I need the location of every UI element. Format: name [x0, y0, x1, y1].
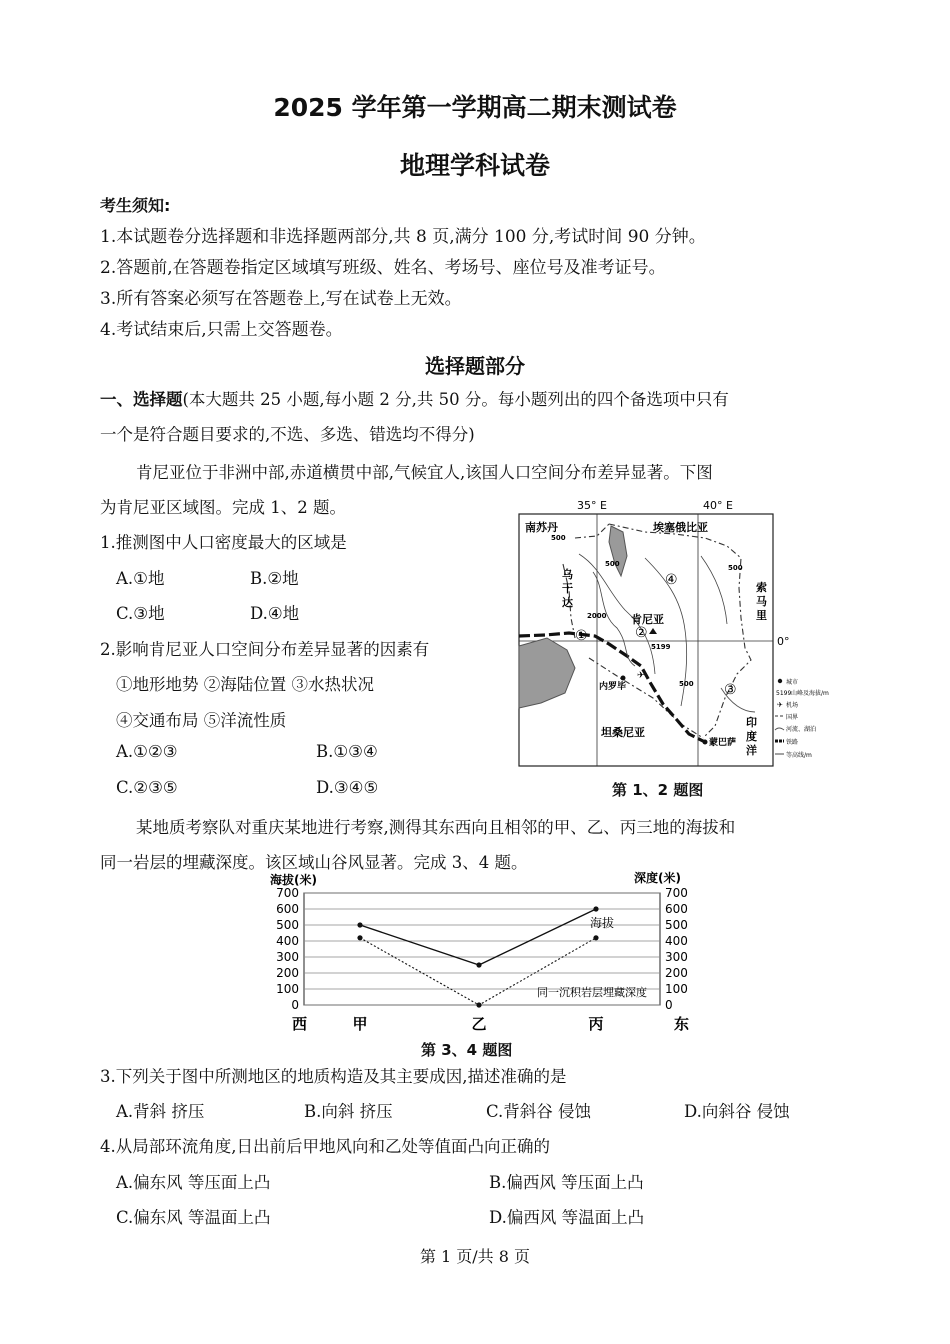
mombasa-dot	[703, 740, 708, 745]
y-tick-right: 600	[665, 902, 688, 916]
legend-railway: 铁路	[786, 739, 799, 746]
q4-option-a: A.偏东风 等压面上凸	[116, 1173, 271, 1192]
contour-label-500-b: 500	[605, 560, 620, 568]
label-tanzania: 坦桑尼亚	[601, 726, 645, 739]
y-tick-right: 300	[665, 950, 688, 964]
y-tick-left: 200	[276, 966, 299, 980]
contour-label-2000: 2000	[587, 612, 607, 620]
exam-subtitle: 地理学科试卷	[399, 151, 550, 180]
q2-factors-1: ①地形地势 ②海陆位置 ③水热状况	[116, 675, 374, 694]
y-tick-right: 100	[665, 982, 688, 996]
region-3: ③	[724, 682, 737, 698]
notice-item-3: 3.所有答案必须写在答题卷上,写在试卷上无效。	[100, 289, 462, 309]
notice-heading: 考生须知:	[100, 196, 171, 215]
x-tick-label: 甲	[352, 1015, 368, 1033]
y-tick-right: 400	[665, 934, 688, 948]
notice-item-4: 4.考试结束后,只需上交答题卷。	[100, 320, 343, 340]
passage2-line1: 某地质考察队对重庆某地进行考察,测得其东西向且相邻的甲、乙、丙三地的海拔和	[136, 818, 736, 837]
legend-airport-icon: ✈	[777, 701, 783, 709]
q4-stem: 4.从局部环流角度,日出前后甲地风向和乙处等值面凸向正确的	[100, 1137, 550, 1156]
x-tick-label: 丙	[588, 1015, 604, 1033]
q2-option-b: B.①③④	[316, 742, 378, 761]
airport-marker: ✈	[637, 671, 645, 681]
legend-peak: 山峰及海拔/m	[791, 690, 829, 697]
legend-city-icon	[778, 679, 782, 683]
label-ocean-3: 洋	[746, 744, 757, 757]
geology-chart	[262, 868, 706, 1040]
y-tick-left: 400	[276, 934, 299, 948]
passage1-line2: 为肯尼亚区域图。完成 1、2 题。	[100, 498, 346, 517]
q1-stem: 1.推测图中人口密度最大的区域是	[100, 533, 347, 552]
q2-option-a: A.①②③	[116, 742, 178, 761]
x-right-label: 东	[674, 1015, 690, 1033]
label-uganda-3: 达	[562, 596, 573, 609]
elevation-line	[360, 909, 596, 965]
section-title: 选择题部分	[425, 354, 525, 378]
lat-label: 0°	[777, 635, 790, 648]
q3-stem: 3.下列关于图中所测地区的地质构造及其主要成因,描述准确的是	[100, 1067, 567, 1086]
q2-factors-2: ④交通布局 ⑤洋流性质	[116, 711, 287, 730]
q1-option-d: D.④地	[250, 604, 300, 623]
part-desc-2: 一个是符合题目要求的,不选、多选、错选均不得分)	[100, 425, 475, 444]
x-tick-label: 乙	[471, 1015, 487, 1033]
page-footer: 第 1 页/共 8 页	[419, 1247, 531, 1266]
depth-point	[476, 1002, 481, 1007]
q4-option-c: C.偏东风 等温面上凸	[116, 1208, 271, 1227]
nairobi-dot	[621, 676, 626, 681]
label-ethiopia: 埃塞俄比亚	[653, 521, 708, 534]
y-tick-right: 500	[665, 918, 688, 932]
peak-label: 5199	[651, 643, 671, 651]
y-tick-left: 0	[291, 998, 299, 1012]
notice-item-2: 2.答题前,在答题卷指定区域填写班级、姓名、考场号、座位号及准考证号。	[100, 258, 666, 278]
part-label: 一、选择题	[100, 390, 183, 409]
label-mombasa: 蒙巴萨	[709, 738, 737, 748]
depth-series-label: 同一沉积岩层埋藏深度	[537, 985, 647, 999]
y-tick-right: 0	[665, 998, 673, 1012]
legend-city: 城市	[786, 679, 799, 686]
y-tick-left: 300	[276, 950, 299, 964]
y-tick-left: 500	[276, 918, 299, 932]
exam-title: 2025 学年第一学期高二期末测试卷	[273, 93, 677, 122]
label-somalia-1: 索	[756, 581, 767, 594]
y-tick-left: 600	[276, 902, 299, 916]
contour-label-500-a: 500	[551, 534, 566, 542]
q4-option-b: B.偏西风 等压面上凸	[489, 1173, 644, 1192]
label-ocean-1: 印	[746, 716, 757, 729]
region-2: ②	[635, 625, 648, 641]
x-left-label: 西	[292, 1015, 308, 1033]
lon-label-40: 40° E	[703, 499, 733, 512]
q1-option-a: A.①地	[116, 569, 165, 588]
region-1: ①	[575, 628, 588, 644]
y-tick-left: 700	[276, 886, 299, 900]
passage1-line1: 肯尼亚位于非洲中部,赤道横贯中部,气候宜人,该国人口空间分布差异显著。下图	[136, 463, 713, 482]
q4-option-d: D.偏西风 等温面上凸	[489, 1208, 645, 1227]
depth-point	[593, 935, 598, 940]
q3-option-a: A.背斜 挤压	[116, 1102, 205, 1121]
q2-stem: 2.影响肯尼亚人口空间分布差异显著的因素有	[100, 640, 430, 659]
elevation-point	[476, 962, 481, 967]
legend-border: 国界	[786, 714, 799, 721]
label-somalia-2: 马	[756, 595, 767, 608]
y-axis-left-label: 海拔(米)	[270, 873, 317, 887]
part-desc-1: (本大题共 25 小题,每小题 2 分,共 50 分。每小题列出的四个备选项中只有	[182, 390, 729, 409]
q3-option-b: B.向斜 挤压	[304, 1102, 393, 1121]
depth-point	[357, 935, 362, 940]
chart-caption: 第 3、4 题图	[421, 1041, 513, 1059]
map-caption: 第 1、2 题图	[612, 781, 704, 799]
label-uganda-1: 乌	[562, 568, 573, 581]
region-4: ④	[665, 572, 678, 588]
lon-label-35: 35° E	[577, 499, 607, 512]
elevation-point	[357, 922, 362, 927]
passage2-line2: 同一岩层的埋藏深度。该区域山谷风显著。完成 3、4 题。	[100, 853, 528, 872]
y-tick-right: 200	[665, 966, 688, 980]
elevation-point	[593, 906, 598, 911]
legend-peak-value: 5199	[776, 690, 792, 697]
label-uganda-2: 干	[562, 582, 573, 595]
legend-contour: 等高线/m	[786, 752, 812, 759]
label-nairobi: 内罗毕	[599, 682, 627, 692]
label-ocean-2: 度	[746, 730, 757, 743]
q3-option-d: D.向斜谷 侵蚀	[684, 1102, 790, 1121]
y-tick-right: 700	[665, 886, 688, 900]
legend-river-icon	[775, 728, 784, 730]
elevation-series-label: 海拔	[590, 916, 615, 930]
kenya-map	[505, 498, 829, 773]
label-somalia-3: 里	[756, 609, 767, 622]
part-header	[100, 386, 729, 410]
legend-river: 河流、湖泊	[786, 726, 817, 733]
label-kenya: 肯尼亚	[631, 613, 664, 626]
q1-option-b: B.②地	[250, 569, 299, 588]
label-south-sudan: 南苏丹	[525, 521, 558, 534]
q2-option-c: C.②③⑤	[116, 778, 178, 797]
q2-option-d: D.③④⑤	[316, 778, 379, 797]
notice-item-1: 1.本试题卷分选择题和非选择题两部分,共 8 页,满分 100 分,考试时间 90 分钟。	[100, 227, 706, 247]
y-axis-right-label: 深度(米)	[634, 871, 681, 885]
contour-label-500-c: 500	[728, 564, 743, 572]
q1-option-c: C.③地	[116, 604, 165, 623]
contour-label-500-d: 500	[679, 680, 694, 688]
q3-option-c: C.背斜谷 侵蚀	[486, 1102, 592, 1121]
y-tick-left: 100	[276, 982, 299, 996]
legend-airport: 机场	[786, 702, 799, 709]
